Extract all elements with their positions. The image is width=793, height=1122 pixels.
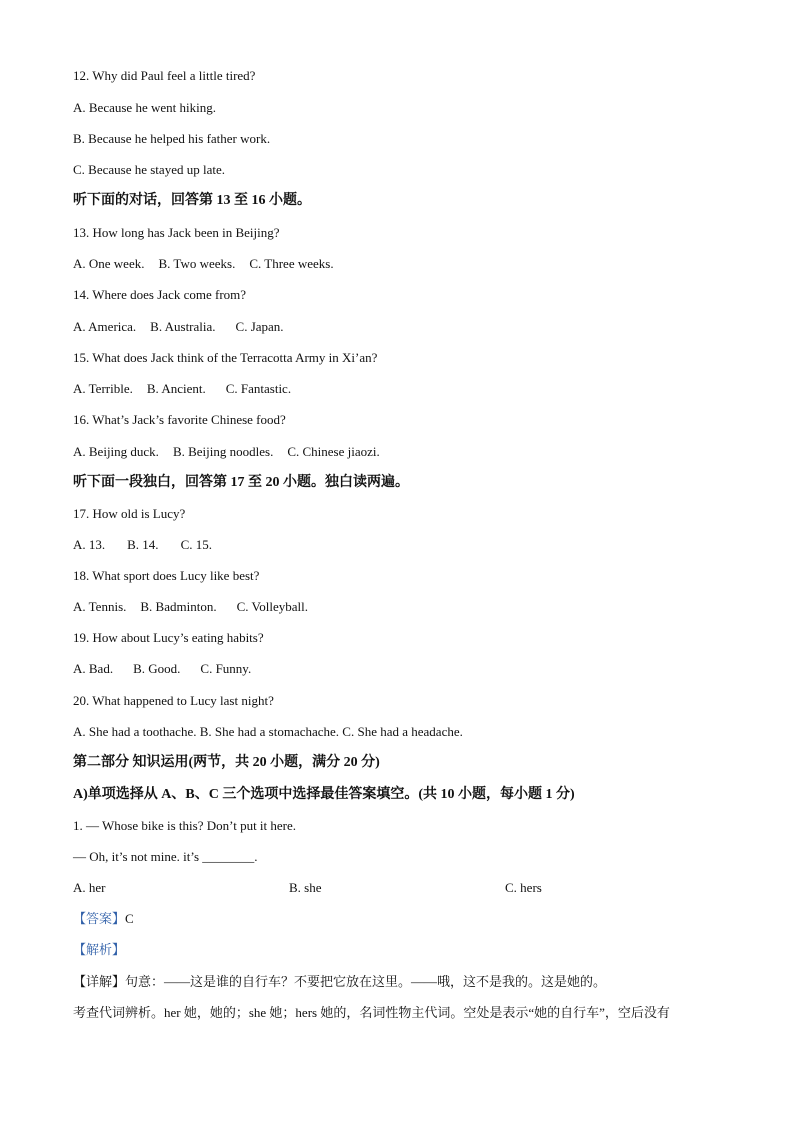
- question-15: 15. What does Jack think of the Terracotta Army in Xi’an?: [73, 350, 378, 365]
- mc1-option-b: B. she: [289, 880, 322, 895]
- question-19-options: [73, 661, 251, 677]
- mc1-detail: 【详解】句意：——这是谁的自行车？不要把它放在这里。——哦，这不是我的。这是她的。: [73, 974, 607, 989]
- question-15-option-a: A. Terrible.: [73, 381, 133, 396]
- question-14-option-c: C. Japan.: [235, 319, 284, 334]
- question-12-option-a: A. Because he went hiking.: [73, 100, 216, 115]
- section-heading-17-20: 听下面一段独白，回答第 17 至 20 小题。独白读两遍。: [73, 475, 409, 490]
- part2-a-title: A)单项选择从 A、B、C 三个选项中选择最佳答案填空。(共 10 小题，每小题 1 分): [73, 787, 575, 802]
- question-20: 20. What happened to Lucy last night?: [73, 693, 274, 708]
- question-13-options: [73, 256, 334, 272]
- question-12-option-b: B. Because he helped his father work.: [73, 131, 271, 146]
- question-14-option-b: B. Australia.: [150, 319, 216, 334]
- mc1-answer: [73, 911, 134, 927]
- mc1-option-a: A. her: [73, 880, 106, 895]
- question-17-option-a: A. 13.: [73, 537, 106, 552]
- question-16-option-a: A. Beijing duck.: [73, 444, 159, 459]
- question-16-option-b: B. Beijing noodles.: [172, 444, 274, 459]
- mc1-options: [73, 880, 723, 896]
- question-18-option-a: A. Tennis.: [73, 599, 127, 614]
- question-19: 19. How about Lucy’s eating habits?: [73, 630, 264, 645]
- question-13-option-a: A. One week.: [73, 256, 145, 271]
- question-13-option-b: B. Two weeks.: [158, 256, 236, 271]
- question-14-option-a: A. America.: [73, 319, 137, 334]
- analysis-label: 【解析】: [73, 942, 126, 957]
- question-14: 14. Where does Jack come from?: [73, 287, 247, 302]
- section-heading-13-16: 听下面的对话，回答第 13 至 16 小题。: [73, 193, 311, 208]
- question-15-options: [73, 381, 291, 397]
- question-19-option-b: B. Good.: [133, 661, 181, 676]
- question-16-option-c: C. Chinese jiaozi.: [287, 444, 380, 459]
- question-18: 18. What sport does Lucy like best?: [73, 568, 260, 583]
- mc1-option-c: C. hers: [505, 880, 542, 895]
- answer-label: 【答案】: [73, 911, 126, 926]
- question-20-options: A. She had a toothache. B. She had a stomachache. C. She had a headache.: [73, 724, 463, 739]
- question-13-option-c: C. Three weeks.: [249, 256, 334, 271]
- question-13: 13. How long has Jack been in Beijing?: [73, 225, 280, 240]
- question-14-options: [73, 319, 284, 335]
- mc1-question-line2: — Oh, it’s not mine. it’s ________.: [73, 849, 258, 864]
- question-16: 16. What’s Jack’s favorite Chinese food?: [73, 412, 286, 427]
- question-18-option-c: C. Volleyball.: [236, 599, 308, 614]
- question-17: 17. How old is Lucy?: [73, 506, 186, 521]
- question-12-option-c: C. Because he stayed up late.: [73, 162, 225, 177]
- part2-title: 第二部分 知识运用(两节，共 20 小题，满分 20 分): [73, 755, 380, 770]
- question-19-option-c: C. Funny.: [200, 661, 252, 676]
- question-19-option-a: A. Bad.: [73, 661, 114, 676]
- question-18-options: [73, 599, 308, 615]
- question-17-option-c: C. 15.: [180, 537, 212, 552]
- question-16-options: [73, 444, 380, 460]
- question-17-option-b: B. 14.: [127, 537, 159, 552]
- question-17-options: [73, 537, 212, 553]
- answer-value: C: [125, 911, 134, 926]
- mc1-explanation: 考查代词辨析。her 她，她的；she 她；hers 她的，名词性物主代词。空处是表示“她的自行车”，空后没有: [73, 1005, 670, 1020]
- question-12: 12. Why did Paul feel a little tired?: [73, 68, 256, 83]
- mc1-question-line1: 1. — Whose bike is this? Don’t put it here.: [73, 818, 297, 833]
- question-18-option-b: B. Badminton.: [140, 599, 217, 614]
- question-15-option-c: C. Fantastic.: [225, 381, 292, 396]
- question-15-option-b: B. Ancient.: [146, 381, 206, 396]
